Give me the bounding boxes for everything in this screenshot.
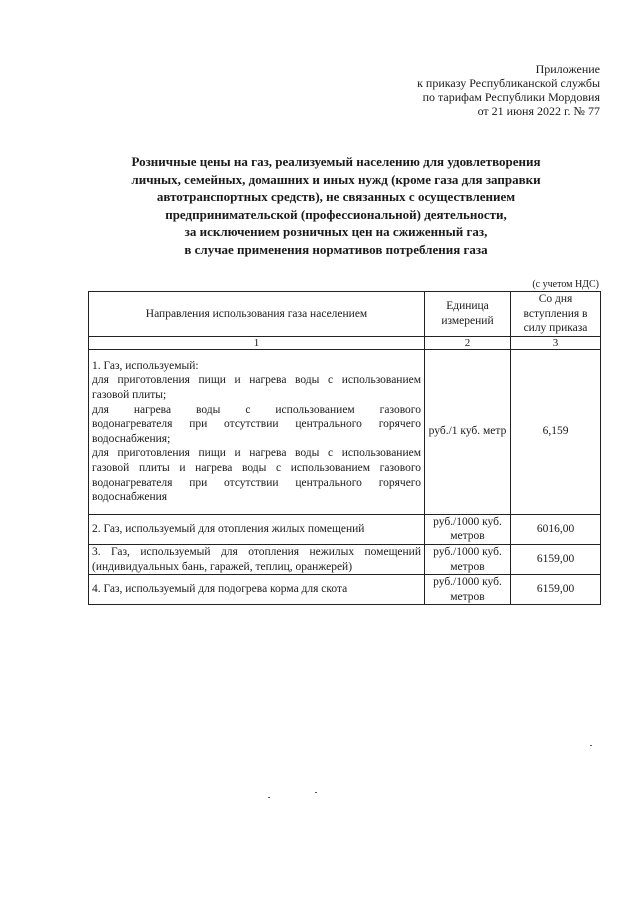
description-line: для нагрева воды с использованием газового	[92, 403, 421, 416]
description-line: газовой плиты и нагрева воды с использованием газового	[92, 461, 421, 474]
appendix-order-ref: к приказу Республиканской службы	[417, 76, 600, 90]
row-price: 6159,00	[511, 575, 601, 605]
header-unit: Единица измерений	[425, 292, 511, 337]
table-row	[89, 544, 601, 574]
description-line: для приготовления пищи и нагрева воды с использованием	[92, 447, 421, 460]
title-line: автотранспортных средств), не связанных с осуществлением	[156, 189, 516, 205]
description-line: 1. Газ, используемый:	[92, 359, 199, 372]
description-line: водонагревателя при отсутствии центрального горячего	[92, 418, 421, 431]
title-line: в случае применения нормативов потребления газа	[184, 241, 488, 257]
tariff-table	[88, 291, 601, 605]
scan-speck	[590, 745, 592, 746]
header-effective: Со дня вступления в силу приказа	[511, 292, 601, 337]
description-line: (индивидуальных бань, гаражей, теплиц, оранжерей)	[92, 560, 353, 573]
appendix-agency: по тарифам Республики Мордовия	[422, 90, 600, 104]
scan-speck	[268, 797, 270, 798]
row-unit: руб./1000 куб. метров	[425, 544, 511, 574]
column-number: 1	[89, 336, 425, 349]
description-line: 3. Газ, используемый для отопления нежилых помещений	[92, 545, 421, 558]
row-description	[89, 544, 425, 574]
appendix-block	[300, 62, 600, 118]
scan-speck	[315, 792, 317, 793]
column-number: 3	[511, 336, 601, 349]
table-row	[89, 575, 601, 605]
row-description	[89, 349, 425, 514]
description-line: для приготовления пищи и нагрева воды с использованием	[92, 374, 421, 387]
header-direction: Направления использования газа населением	[89, 292, 425, 337]
row-description	[89, 575, 425, 605]
appendix-date-number: от 21 июня 2022 г. № 77	[477, 104, 600, 118]
vat-note: (с учетом НДС)	[532, 279, 599, 290]
row-price: 6016,00	[511, 514, 601, 544]
row-price: 6,159	[511, 349, 601, 514]
title-line: Розничные цены на газ, реализуемый населению для удовлетворения	[131, 154, 541, 169]
description-line: газовой плиты;	[92, 389, 167, 401]
column-number-row	[89, 336, 601, 349]
row-unit: руб./1 куб. метр	[425, 349, 511, 514]
row-unit: руб./1000 куб. метров	[425, 514, 511, 544]
document-title	[86, 153, 586, 259]
row-description	[89, 514, 425, 544]
description-line: водоснабжения	[92, 491, 168, 504]
appendix-label: Приложение	[535, 62, 600, 76]
table-row	[89, 349, 601, 514]
table-row	[89, 514, 601, 544]
title-line: предпринимательской (профессиональной) деятельности,	[165, 206, 507, 222]
description-line: водоснабжения;	[92, 432, 171, 445]
title-line: личных, семейных, домашних и иных нужд (кроме газа для заправки	[131, 171, 541, 187]
title-line: за исключением розничных цен на сжиженный газ,	[184, 224, 488, 240]
description-line: 4. Газ, используемый для подогрева корма для скота	[92, 583, 348, 596]
description-line: водонагревателя при отсутствии центрального горячего	[92, 476, 421, 489]
description-line: 2. Газ, используемый для отопления жилых помещений	[92, 523, 365, 536]
table-header-row	[89, 292, 601, 337]
row-price: 6159,00	[511, 544, 601, 574]
column-number: 2	[425, 336, 511, 349]
row-unit: руб./1000 куб. метров	[425, 575, 511, 605]
